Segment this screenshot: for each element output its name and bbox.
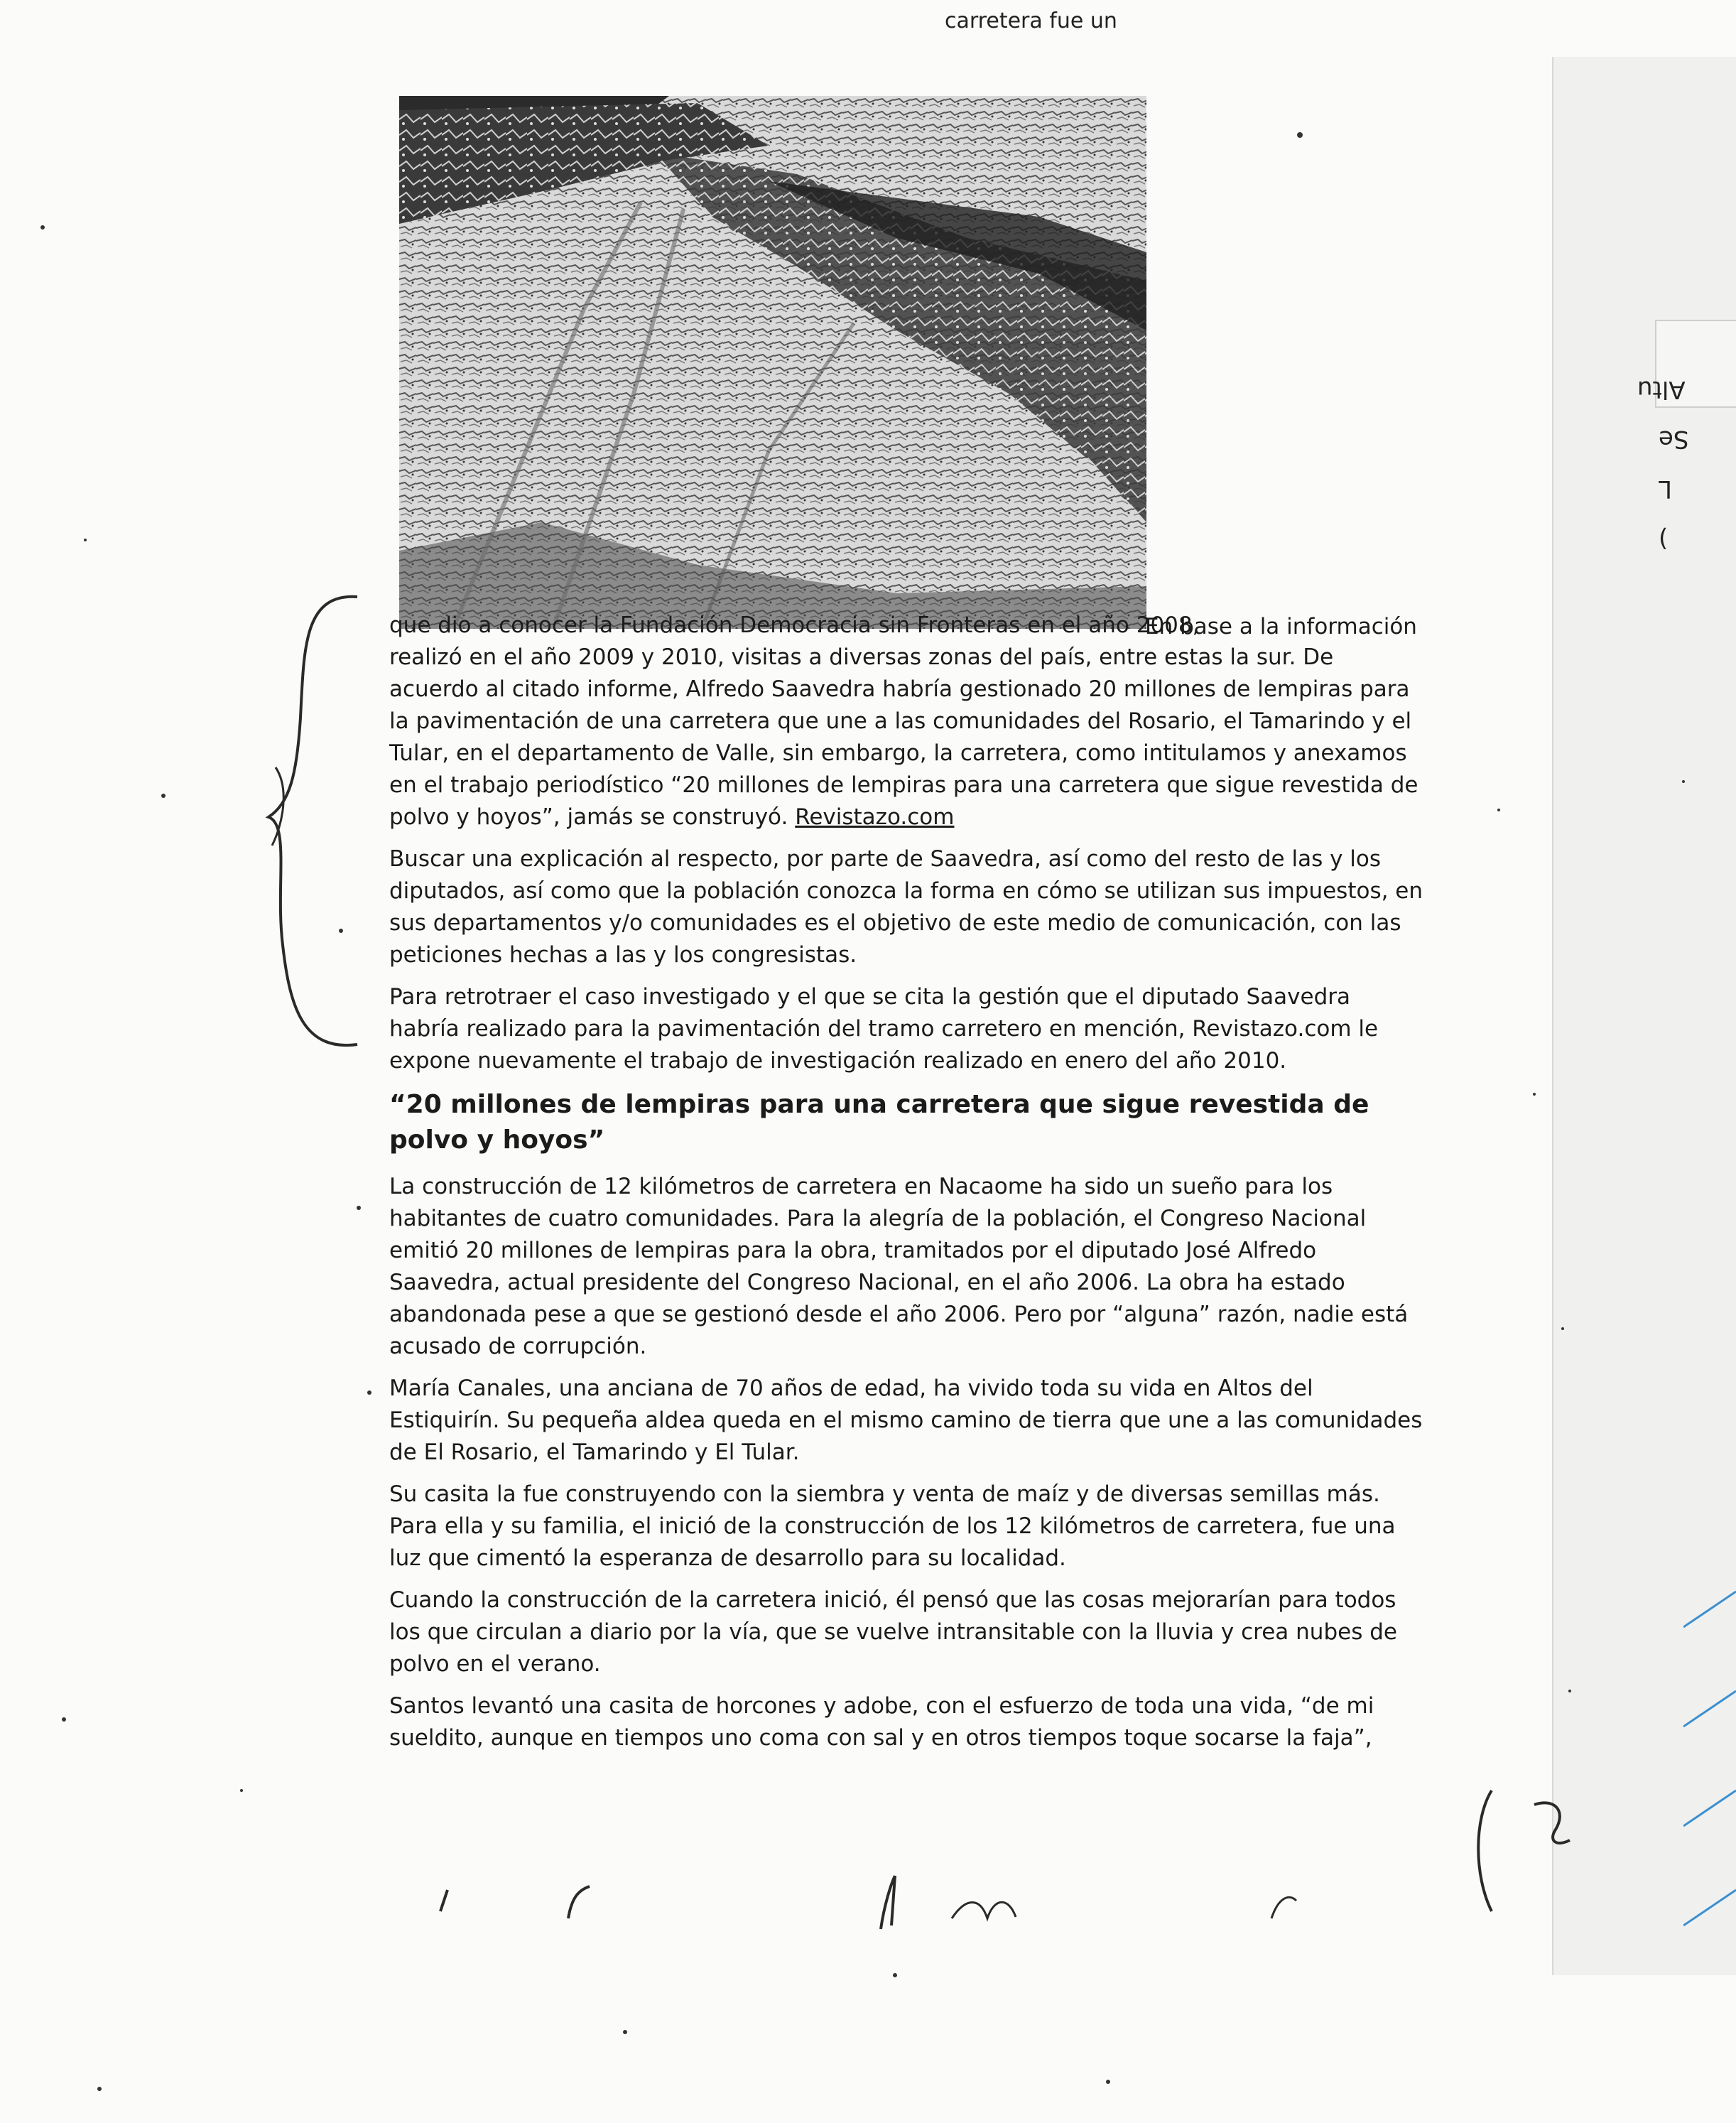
handdrawn-brace-icon <box>261 590 361 1059</box>
paragraph-4: La construcción de 12 kilómetros de carretera en Nacaome ha sido un sueño para los habitantes de cuatro comunidades. Para la alegría de la población, el Congreso Nacional emitió 20 millones de lempiras para la obra, tramitados por el diputado José Alfredo Saavedra, actual presidente del Congreso Nacional, en el año 2006. La obra ha estado abandonada pese a que se gestionó desde el año 2006. Pero por “alguna” razón, nadie está acusado de corrupción. <box>389 1174 1409 1359</box>
paragraph-8: Santos levantó una casita de horcones y adobe, con el esfuerzo de toda una vida, “de mi sueldito, aunque en tiempos uno coma con sal y en otros tiempos toque socarse la faja”, <box>389 1693 1374 1751</box>
handdrawn-parenthesis-icon <box>1463 1776 1605 1918</box>
edge-text-3: L <box>1659 475 1672 503</box>
paragraph-6: Su casita la fue construyendo con la siembra y venta de maíz y de diversas semillas más. Para ella y su familia, el inició de la construcción de los 12 kilómetros de carretera, fue una luz que cimentó la esperanza de desarrollo para su localidad. <box>389 1481 1396 1571</box>
top-snippet: carretera fue un <box>945 9 1117 33</box>
notebook-lines-icon <box>1683 1563 1736 1961</box>
paragraph-2: Buscar una explicación al respecto, por parte de Saavedra, así como del resto de las y los diputados, así como que la población conozca la forma en cómo se utilizan sus impuestos, en sus departamentos y/o comunidades es el objetivo de este medio de comunicación, con las peticiones hechas a las y los congresistas. <box>389 846 1423 968</box>
caption-start: En base a la información <box>1145 614 1417 639</box>
article-heading: “20 millones de lempiras para una carretera que sigue revestida de polvo y hoyos” <box>389 1090 1369 1155</box>
edge-text-2: Se <box>1659 425 1689 453</box>
paragraph-1-text: que dio a conocer la Fundación Democracia sin Fronteras en el año 2008, realizó en el año 2009 y 2010, visitas a diversas zonas del país, entre estas la sur. De acuerdo al citado informe, Alfredo Saavedra habría gestionado 20 millones de lempiras para la pavimentación de una carretera que une a las comunidades del Rosario, el Tamarindo y el Tular, en el departamento de Valle, sin embargo, la carretera, como intitulamos y anexamos en el trabajo periodístico “20 millones de lempiras para una carretera que sigue revestida de polvo y hoyos”, jamás se construyó. <box>389 612 1418 830</box>
revistazo-link[interactable]: Revistazo.com <box>795 804 955 830</box>
handwriting-scribble-icon <box>426 1862 1435 1933</box>
paragraph-7: Cuando la construcción de la carretera inició, él pensó que las cosas mejorarían para todos los que circulan a diario por la vía, que se vuelve intransitable con la lluvia y crea nubes de polvo en el verano. <box>389 1587 1397 1677</box>
edge-text-4: ) <box>1659 524 1669 553</box>
paragraph-1 <box>389 610 1483 833</box>
edge-text-1: Altu <box>1637 375 1686 404</box>
paragraph-3: Para retrotraer el caso investigado y el que se cita la gestión que el diputado Saavedra habría realizado para la pavimentación del tramo carretero en mención, Revistazo.com le expone nuevamente el trabajo de investigación realizado en enero del año 2010. <box>389 984 1379 1074</box>
article-body <box>389 610 1483 1764</box>
dirt-road-photo-icon <box>399 96 1146 629</box>
paragraph-5: María Canales, una anciana de 70 años de edad, ha vivido toda su vida en Altos del Estiquirín. Su pequeña aldea queda en el mismo camino de tierra que une a las comunidades de El Rosario, el Tamarindo y El Tular. <box>389 1376 1423 1465</box>
